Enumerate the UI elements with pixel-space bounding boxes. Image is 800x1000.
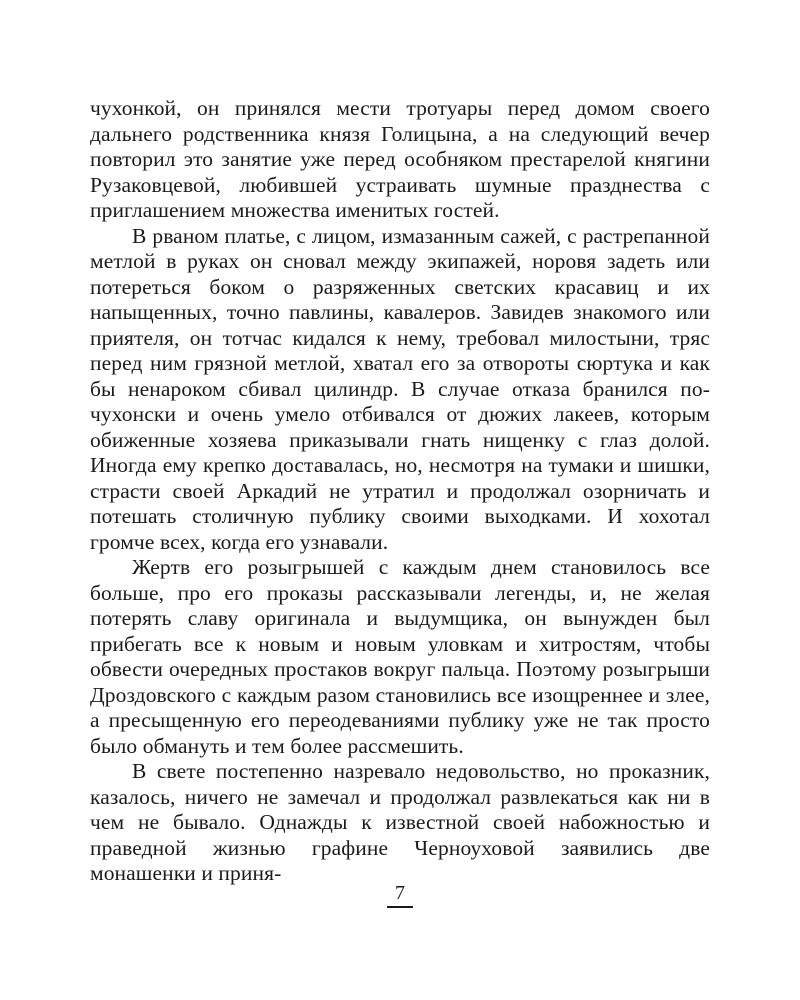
- page-number: 7: [387, 882, 413, 908]
- page-number-footer: [0, 882, 800, 908]
- paragraph-2: В рваном платье, с лицом, измазанным сажей, с растрепанной метлой в руках он сновал между экипажей, норовя задеть или потереться боком о разряженных светских красавиц и их напыщенных, точно павлины, кавалеров. Завидев знакомого или приятеля, он тотчас кидался к нему, требовал милостыни, тряс перед ним грязной метлой, хватал его за отвороты сюртука и как бы ненароком сбивал цилиндр. В случае отказа бранился по-чухонски и очень умело отбивался от дюжих лакеев, которым обиженные хозяева приказывали гнать нищенку с глаз долой. Иногда ему крепко доставалась, но, несмотря на тумаки и шишки, страсти своей Аркадий не утратил и продолжал озорничать и потешать столичную публику своими выходками. И хохотал громче всех, когда его узнавали.: [90, 223, 710, 554]
- paragraph-3: Жертв его розыгрышей с каждым днем становилось все больше, про его проказы рассказывали легенды, и, не желая потерять славу оригинала и выдумщика, он вынужден был прибегать все к новым и новым уловкам и хитростям, чтобы обвести очередных простаков вокруг пальца. Поэтому розыгрыши Дроздовского с каждым разом становились все изощреннее и злее, а пресыщенную его переодеваниями публику уже не так просто было обмануть и тем более рассмешить.: [90, 555, 710, 758]
- paragraph-4: В свете постепенно назревало недовольство, но проказник, казалось, ничего не замечал и продолжал развлекаться как ни в чем не бывало. Однажды к известной своей набожностью и праведной жизнью графине Черноуховой заявились две монашенки и приня-: [90, 759, 710, 885]
- paragraph-1: чухонкой, он принялся мести тротуары перед домом своего дальнего родственника князя Голицына, а на следующий вечер повторил это занятие уже перед особняком престарелой княгини Рузаковцевой, любившей устраивать шумные празднества с приглашением множества именитых гостей.: [90, 96, 710, 222]
- page-body: [90, 96, 710, 887]
